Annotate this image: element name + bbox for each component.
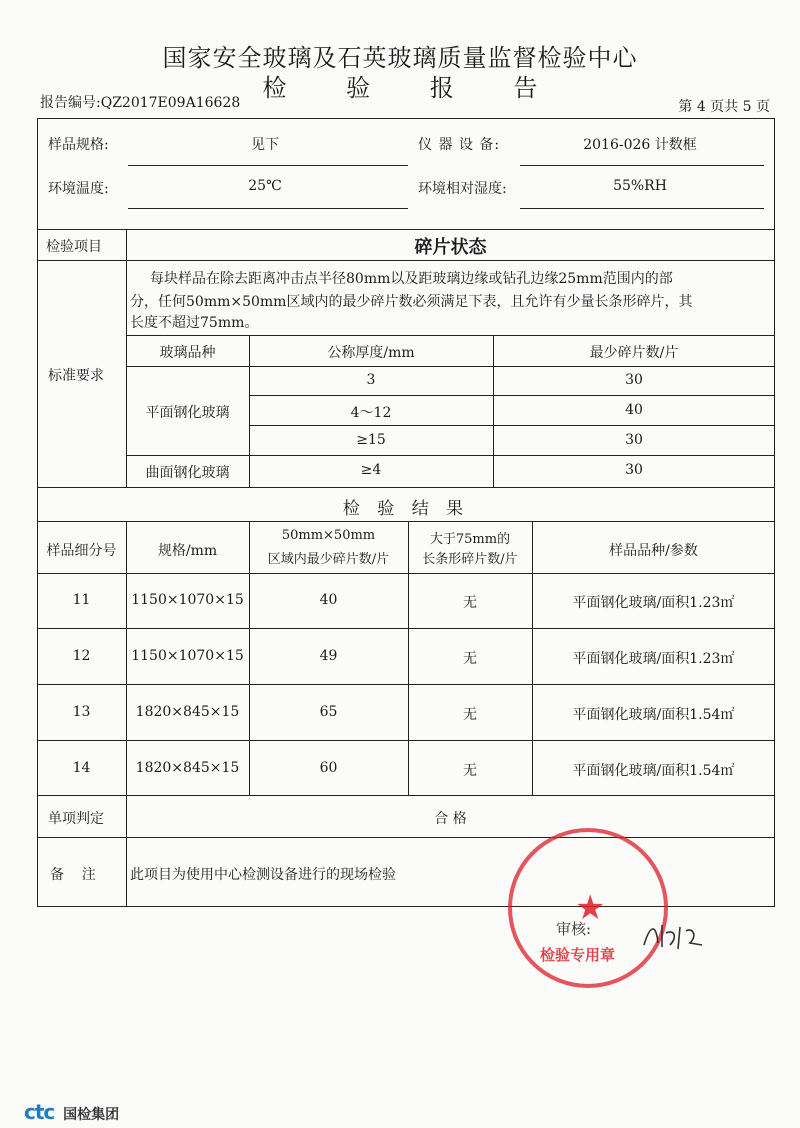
- test-item-label: 检验项目: [46, 239, 102, 255]
- result-no: 12: [72, 648, 91, 664]
- footer: [24, 1100, 119, 1124]
- thickness-cell: ≥4: [360, 462, 382, 478]
- divider: [37, 573, 775, 574]
- results-title: 检 验 结 果: [342, 499, 470, 519]
- result-spec: 1820×845×15: [135, 760, 240, 776]
- underline: [520, 208, 764, 209]
- judgement-value: 合 格: [434, 811, 467, 827]
- divider: [126, 366, 775, 367]
- page-info: 第 4 页共 5 页: [678, 99, 770, 115]
- divider: [37, 684, 775, 685]
- humidity-value: 55%RH: [613, 178, 667, 194]
- col-glass-type: 玻璃品种: [159, 345, 216, 361]
- divider: [37, 487, 775, 488]
- seal-text: 检验专用章: [540, 946, 616, 964]
- divider: [126, 455, 775, 456]
- judgement-label: 单项判定: [48, 811, 104, 827]
- result-param: 平面钢化玻璃/面积1.23㎡: [572, 651, 735, 667]
- result-spec: 1820×845×15: [135, 704, 240, 720]
- result-long: 无: [463, 595, 477, 611]
- divider: [37, 795, 775, 796]
- divider: [37, 740, 775, 741]
- result-count: 40: [319, 592, 338, 608]
- remark-value: 此项目为使用中心检测设备进行的现场检验: [130, 867, 396, 883]
- col-thickness: 公称厚度/mm: [327, 345, 415, 361]
- flat-glass-label: 平面钢化玻璃: [145, 405, 230, 421]
- report-org-title: 国家安全玻璃及石英玻璃质量监督检验中心: [162, 44, 638, 72]
- result-count: 49: [319, 648, 338, 664]
- col-long-line2: 长条形碎片数/片: [422, 552, 518, 567]
- divider: [249, 425, 775, 426]
- min-cell: 40: [625, 402, 643, 418]
- curved-glass-label: 曲面钢化玻璃: [145, 465, 230, 481]
- temp-value: 25℃: [248, 178, 282, 194]
- col-long-line1: 大于75mm的: [429, 532, 511, 547]
- result-long: 无: [463, 651, 477, 667]
- report-number: 报告编号:QZ2017E09A16628: [40, 95, 241, 111]
- result-no: 13: [72, 704, 91, 720]
- standard-label: 标准要求: [48, 368, 104, 384]
- result-no: 11: [72, 592, 91, 608]
- result-long: 无: [463, 763, 477, 779]
- test-item-value: 碎片状态: [414, 237, 487, 258]
- instrument-value: 2016-026 计数框: [583, 137, 697, 153]
- col-min-pieces: 最少碎片数/片: [589, 345, 679, 361]
- sample-spec-label: 样品规格:: [48, 137, 109, 153]
- instrument-label: 仪 器 设 备:: [418, 137, 501, 153]
- col-count-line2: 区域内最少碎片数/片: [267, 552, 390, 567]
- min-cell: 30: [625, 432, 643, 448]
- temp-label: 环境温度:: [48, 181, 109, 197]
- result-no: 14: [72, 760, 91, 776]
- divider: [37, 521, 775, 522]
- thickness-cell: 4～12: [350, 405, 392, 421]
- result-spec: 1150×1070×15: [131, 648, 244, 664]
- remark-label: 备 注: [50, 867, 96, 883]
- standard-text-line2: 分，任何50mm×50mm区域内的最少碎片数必须满足下表，且允许有少量长条形碎片，其: [130, 294, 693, 310]
- col-count-line1: 50mm×50mm: [281, 528, 376, 543]
- divider: [37, 628, 775, 629]
- divider: [37, 837, 775, 838]
- star-icon: ★: [575, 888, 606, 928]
- thickness-cell: 3: [366, 372, 376, 388]
- report-title: 检 验 报 告: [262, 74, 564, 102]
- col-param: 样品品种/参数: [609, 543, 698, 559]
- result-long: 无: [463, 707, 477, 723]
- result-spec: 1150×1070×15: [131, 592, 244, 608]
- min-cell: 30: [625, 462, 643, 478]
- underline: [128, 208, 408, 209]
- reviewer-label: 审核:: [556, 920, 592, 938]
- result-count: 60: [319, 760, 338, 776]
- min-cell: 30: [625, 372, 643, 388]
- thickness-cell: ≥15: [356, 432, 386, 448]
- divider: [249, 395, 775, 396]
- underline: [128, 165, 408, 166]
- underline: [520, 165, 764, 166]
- col-sample-no: 样品细分号: [46, 543, 117, 559]
- humidity-label: 环境相对湿度:: [418, 181, 507, 197]
- divider: [126, 335, 775, 336]
- col-spec: 规格/mm: [157, 543, 218, 559]
- sample-spec-value: 见下: [251, 137, 279, 153]
- divider: [37, 260, 775, 261]
- standard-text-line3: 长度不超过75mm。: [130, 315, 259, 331]
- standard-text-line1: 每块样品在除去距离冲击点半径80mm以及距玻璃边缘或钻孔边缘25mm范围内的部: [150, 271, 673, 287]
- divider: [37, 229, 775, 230]
- result-param: 平面钢化玻璃/面积1.54㎡: [572, 763, 735, 779]
- ctc-logo: ctc: [24, 1100, 55, 1124]
- signature-icon: [640, 915, 715, 955]
- result-count: 65: [319, 704, 338, 720]
- result-param: 平面钢化玻璃/面积1.23㎡: [572, 595, 735, 611]
- company-name: 国检集团: [63, 1107, 120, 1123]
- result-param: 平面钢化玻璃/面积1.54㎡: [572, 707, 735, 723]
